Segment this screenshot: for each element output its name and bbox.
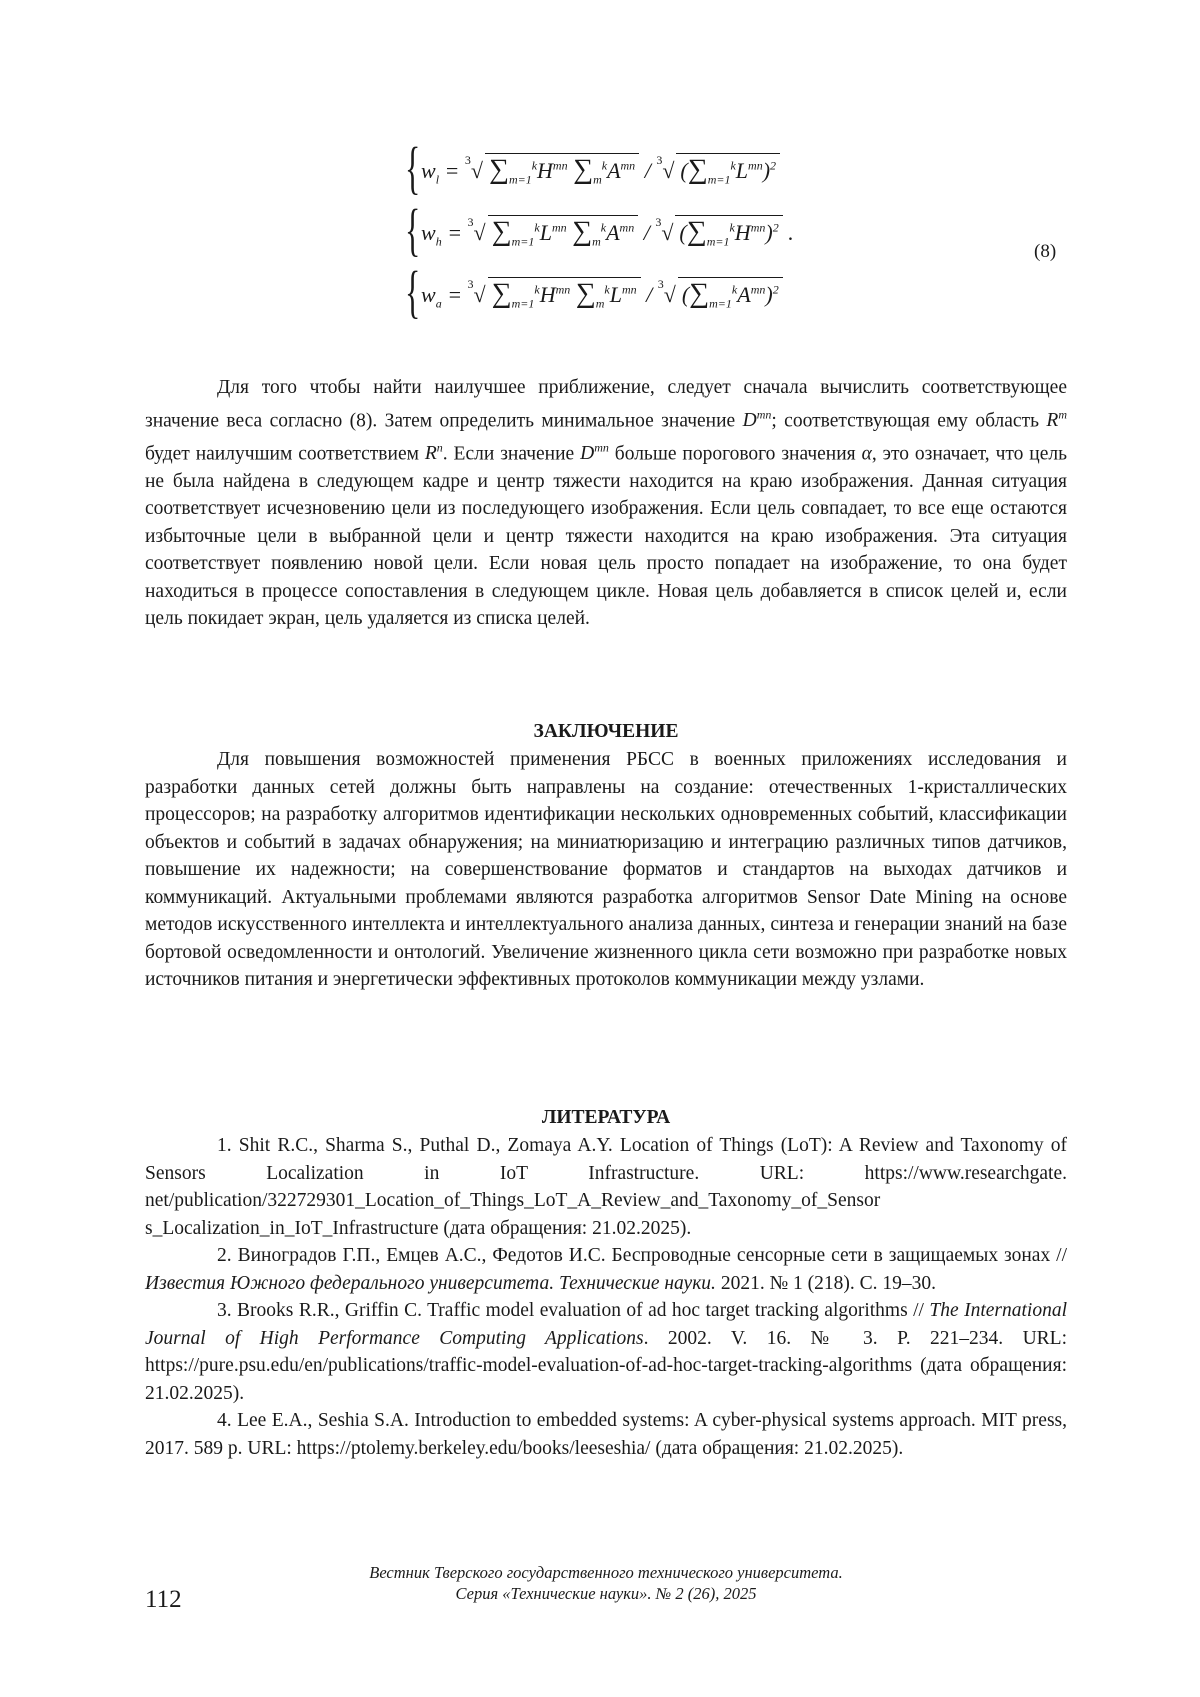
page-number: 112 [145, 1586, 182, 1613]
conclusion-paragraph: Для повышения возможностей применения РБСС в военных приложениях исследования и разработки данных сетей должны быть направлены на создание: отечественных 1-кристаллических процессоров; на разработку алгоритмов идентификации нескольких одновременных событий, классификации объектов и событий в задачах обнаружения; на миниатюризацию и интеграцию различных типов датчиков, повышение их надежности; на совершенствование форматов и стандартов на выходах датчиков и коммуникаций. Актуальными проблемами являются разработка алгоритмов Sensor Date Mining на основе методов искусственного интеллекта и интеллектуального анализа данных, синтеза и генерации знаний на базе бортовой осведомленности и онтологий. Увеличение жизненного цикла сети возможно при разработке новых источников питания и энергетически эффективных протоколов коммуникации между узлами. [145, 749, 1067, 990]
equation-number: (8) [1034, 241, 1057, 262]
journal-footer [145, 1562, 1067, 1604]
reference-2: 2. Виноградов Г.П., Емцев А.С., Федотов И.С. Беспроводные сенсорные сети в защищаемых зонах // Известия Южного федерального университета. Технические науки. 2021. № 1 (218). С. 19–30. [145, 1245, 1067, 1294]
body-paragraph-1: Для того чтобы найти наилучшее приближение, следует сначала вычислить соответствующее значение веса согласно (8). Затем определить минимальное значение $D^{mn}$; соответствующая ему область $R^m$ будет наилучшим соответствием $R^n$. Если значение $D^{mn}$ больше порогового значения α, это означает, что цель не была найдена в следующем кадре и центр тяжести находится на краю изображения. Данная ситуация соответствует исчезновению цели из последующего изображения. Если цель совпадает, то все еще остаются избыточные цели в выбранной цели и центр тяжести находится на краю изображения. Эта ситуация соответствует появлению новой цели. Если новая цель просто попадает на изображение, то она будет находиться в процессе сопоставления в следующем цикле. Новая цель добавляется в список целей и, если цель покидает экран, цель удаляется из списка целей. [145, 377, 1068, 629]
footer-line-1: Вестник Тверского государственного технического университета. [369, 1563, 843, 1582]
reference-3: 3. Brooks R.R., Griffin C. Traffic model evaluation of ad hoc target tracking algorithms // The International Journal of High Performance Computing Applications. 2002. V. 16. № 3. P. 221–234. URL: https://pure.psu.edu/en/publications/traffic-model-evaluation-of-ad-hoc-target-tracking-algorithms (дата обращения: 21.02.2025). [145, 1300, 1067, 1404]
references-list [145, 1132, 1067, 1462]
formula-row-wa: { $w_a = ^3√$ $\sum_{m=1}^kH^{mn}$ $\sum_m^kL^{mn} / ^3√$ $(\sum_{m=1}^kA^{mn})^2$ [405, 269, 925, 331]
conclusion-heading: ЗАКЛЮЧЕНИЕ [533, 721, 679, 742]
formula-8 [405, 135, 925, 331]
reference-4: 4. Lee E.A., Seshia S.A. Introduction to embedded systems: A cyber-physical systems approach. MIT press, 2017. 589 p. URL: https://ptolemy.berkeley.edu/books/leeseshia/ (дата обращения: 21.02.2025). [145, 1410, 1067, 1459]
footer-line-2: Серия «Технические науки». № 2 (26), 2025 [455, 1584, 757, 1603]
reference-1: 1. Shit R.C., Sharma S., Puthal D., Zomaya A.Y. Location of Things (LoT): A Review and Taxonomy of Sensors Localization in IoT Infrastructure. URL: https://www.researchgate. net/publication/322729301_Location_of_Things_LoT_A_Review_and_Taxonomy_of_Sensor s_Localization_in_IoT_Infrastructure (дата обращения: 21.02.2025). [145, 1135, 1067, 1239]
references-heading: ЛИТЕРАТУРА [541, 1107, 671, 1128]
formula-row-wh: { $w_h = ^3√$ $\sum_{m=1}^kL^{mn}$ $\sum_m^kA^{mn} / ^3√$ $(\sum_{m=1}^kH^{mn})^2$ . [405, 197, 794, 262]
formula-row-wl: { $w_l = ^3√$ $\sum_{m=1}^kH^{mn}$ $\sum_m^kA^{mn} / ^3√$ $(\sum_{m=1}^kL^{mn})^2$ [405, 145, 925, 207]
